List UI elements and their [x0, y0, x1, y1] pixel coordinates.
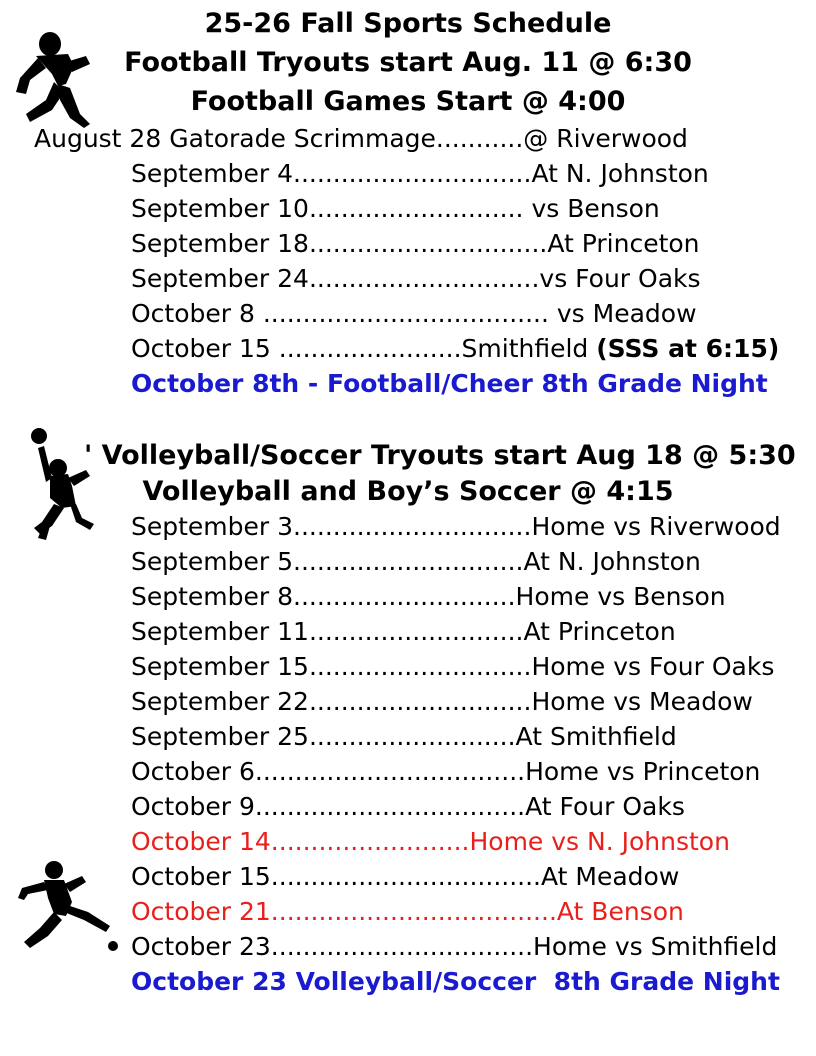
football-game-row: September 24.............................vs Four Oaks	[131, 264, 701, 293]
volleyball-game-row-highlight: October 14.........................Home vs N. Johnston	[131, 827, 730, 856]
volleyball-game-row: September 5.............................At N. Johnston	[131, 547, 701, 576]
volleyball-game-row: September 25..........................At Smithfield	[131, 722, 677, 751]
scrimmage-row: August 28 Gatorade Scrimmage...........@ Riverwood	[34, 124, 688, 153]
volleyball-game-row: October 9..................................At Four Oaks	[131, 792, 685, 821]
football-start-line: Football Games Start @ 4:00	[190, 86, 626, 117]
schedule-title: 25-26 Fall Sports Schedule	[204, 8, 612, 39]
volleyball-start-line: Volleyball and Boy’s Soccer @ 4:15	[142, 476, 674, 507]
volleyball-game-row: September 22............................Home vs Meadow	[131, 687, 753, 716]
volleyball-game-row: September 8............................Home vs Benson	[131, 582, 726, 611]
volleyball-game-row-highlight: October 21....................................At Benson	[131, 897, 684, 926]
football-player-icon	[12, 30, 104, 130]
football-game-text: October 15 .......................Smithfield	[131, 334, 597, 363]
volleyball-game-row: September 3..............................Home vs Riverwood	[131, 512, 781, 541]
soccer-player-icon	[14, 858, 120, 954]
volleyball-game-row: October 6..................................Home vs Princeton	[131, 757, 761, 786]
volleyball-game-row: October 15..................................At Meadow	[131, 862, 680, 891]
football-game-row: September 4..............................At N. Johnston	[131, 159, 709, 188]
football-game-row: October 8 .................................... vs Meadow	[131, 299, 697, 328]
sss-note: (SSS at 6:15)	[596, 334, 780, 363]
football-8th-grade-night: October 8th - Football/Cheer 8th Grade Night	[131, 369, 768, 398]
volleyball-tryouts-line: ' Volleyball/Soccer Tryouts start Aug 18 @ 5:30	[84, 440, 796, 471]
volleyball-game-row: September 11...........................At Princeton	[131, 617, 676, 646]
football-game-row	[131, 336, 779, 361]
football-game-row: September 18..............................At Princeton	[131, 229, 700, 258]
volleyball-game-row: October 23.................................Home vs Smithfield	[131, 932, 778, 961]
football-game-row: September 10........................... vs Benson	[131, 194, 660, 223]
volleyball-game-row: September 15............................Home vs Four Oaks	[131, 652, 775, 681]
volleyball-8th-grade-night: October 23 Volleyball/Soccer 8th Grade Night	[131, 967, 780, 996]
football-tryouts-line: Football Tryouts start Aug. 11 @ 6:30	[124, 47, 692, 78]
